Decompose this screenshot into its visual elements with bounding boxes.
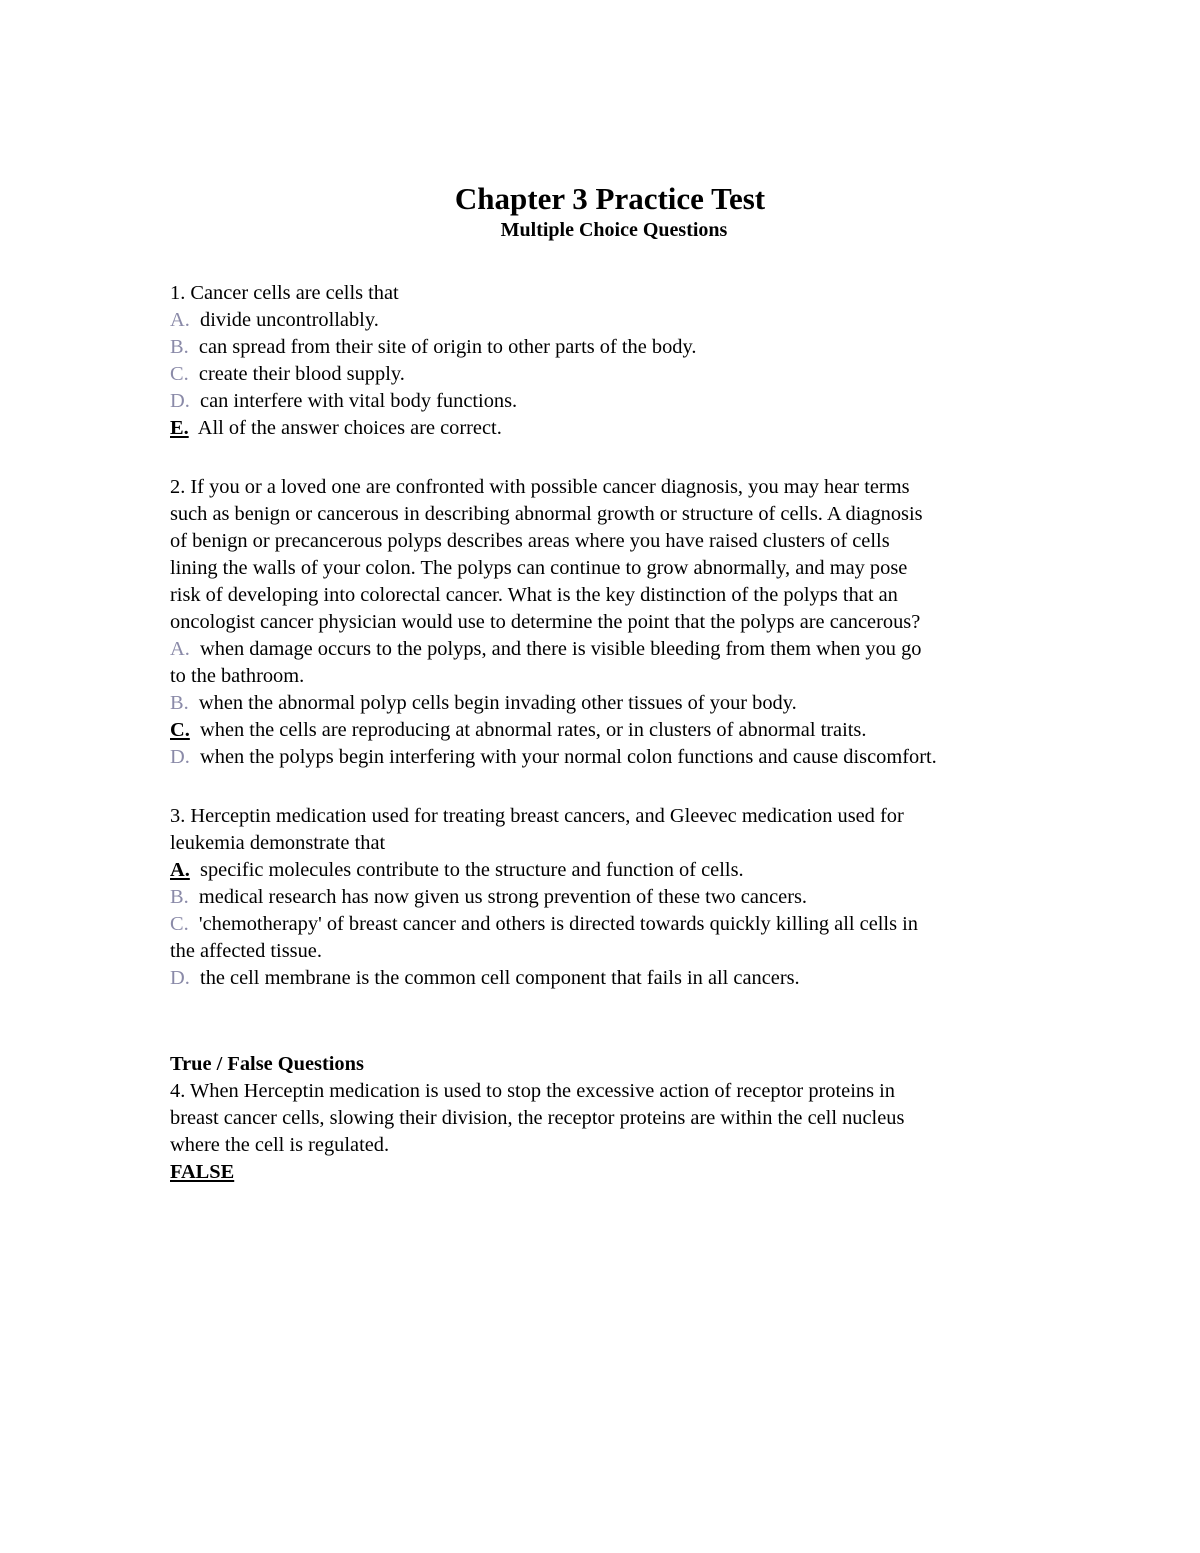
option-text: when the polyps begin interfering with your normal colon functions and cause discomfort. — [200, 746, 937, 768]
question-stem-line: such as benign or cancerous in describing abnormal growth or structure of cells. A diagnosis — [170, 503, 923, 525]
option-letter: B. — [170, 336, 189, 358]
answer-option-b — [170, 690, 1070, 717]
page-subtitle: Multiple Choice Questions — [500, 219, 728, 241]
option-text-continuation: to the bathroom. — [170, 665, 305, 687]
question-stem-line: leukemia demonstrate that — [170, 832, 386, 854]
option-text: create their blood supply. — [198, 363, 405, 385]
option-text: when the cells are reproducing at abnormal rates, or in clusters of abnormal traits. — [200, 719, 867, 741]
document-body — [170, 280, 1070, 1186]
option-letter: A. — [170, 638, 190, 660]
answer-option-d — [170, 744, 1070, 771]
question-stem-line: where the cell is regulated. — [170, 1134, 390, 1156]
option-letter: D. — [170, 967, 190, 989]
question-stem-line: of benign or precancerous polyps describes areas where you have raised clusters of cells — [170, 530, 890, 552]
question-2 — [170, 474, 1070, 771]
question-stem-line: risk of developing into colorectal cancer. What is the key distinction of the polyps that an — [170, 584, 898, 606]
question-1 — [170, 280, 1070, 442]
answer-option-b — [170, 884, 1070, 911]
question-stem-line: lining the walls of your colon. The polyps can continue to grow abnormally, and may pose — [170, 557, 908, 579]
option-text: 'chemotherapy' of breast cancer and others is directed towards quickly killing all cells in — [198, 913, 918, 935]
answer-option-b — [170, 334, 1070, 361]
question-stem: 1. Cancer cells are cells that — [170, 282, 399, 304]
true-false-section — [170, 1051, 1070, 1186]
answer-option-a — [170, 636, 1070, 663]
option-text-continuation: the affected tissue. — [170, 940, 322, 962]
question-3 — [170, 803, 1070, 992]
answer-option-a — [170, 307, 1070, 334]
option-text: divide uncontrollably. — [200, 309, 379, 331]
question-stem-line: breast cancer cells, slowing their division, the receptor proteins are within the cell nucleus — [170, 1107, 905, 1129]
option-text: can spread from their site of origin to other parts of the body. — [198, 336, 697, 358]
question-stem-line: 4. When Herceptin medication is used to stop the excessive action of receptor proteins in — [170, 1080, 895, 1102]
option-letter: A. — [170, 309, 190, 331]
question-stem-line: 3. Herceptin medication used for treating breast cancers, and Gleevec medication used for — [170, 805, 904, 827]
option-letter: B. — [170, 692, 189, 714]
page-title: Chapter 3 Practice Test — [454, 181, 766, 216]
correct-option-letter: C. — [170, 719, 190, 741]
question-stem-line: 2. If you or a loved one are confronted with possible cancer diagnosis, you may hear terms — [170, 476, 910, 498]
answer-option-c-correct — [170, 717, 1070, 744]
answer-option-d — [170, 965, 1070, 992]
option-text: can interfere with vital body functions. — [200, 390, 518, 412]
section-heading: True / False Questions — [170, 1053, 364, 1075]
option-text: when damage occurs to the polyps, and there is visible bleeding from them when you go — [200, 638, 922, 660]
option-letter: B. — [170, 886, 189, 908]
correct-option-letter: A. — [170, 859, 190, 881]
option-letter: D. — [170, 390, 190, 412]
answer-option-c — [170, 911, 1070, 938]
correct-option-letter: E. — [170, 417, 189, 439]
option-letter: D. — [170, 746, 190, 768]
option-text: when the abnormal polyp cells begin invading other tissues of your body. — [198, 692, 797, 714]
option-letter: C. — [170, 913, 189, 935]
answer-option-d — [170, 388, 1070, 415]
option-text: medical research has now given us strong prevention of these two cancers. — [198, 886, 808, 908]
true-false-answer: FALSE — [170, 1161, 235, 1183]
option-text: the cell membrane is the common cell component that fails in all cancers. — [200, 967, 800, 989]
answer-option-c — [170, 361, 1070, 388]
question-stem-line: oncologist cancer physician would use to determine the point that the polyps are cancerous? — [170, 611, 921, 633]
option-letter: C. — [170, 363, 189, 385]
answer-option-e-correct — [170, 415, 1070, 442]
option-text: specific molecules contribute to the structure and function of cells. — [200, 859, 744, 881]
option-text: All of the answer choices are correct. — [197, 417, 502, 439]
answer-option-a-correct — [170, 857, 1070, 884]
